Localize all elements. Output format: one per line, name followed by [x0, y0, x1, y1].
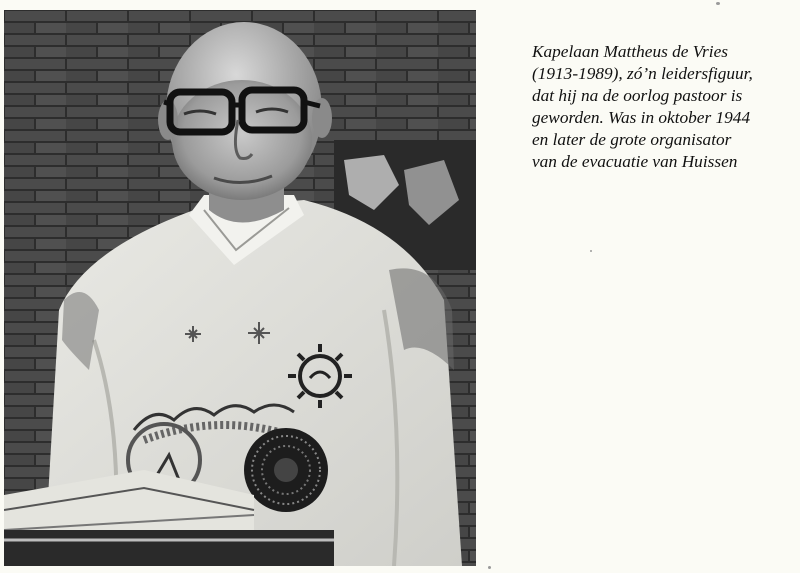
portrait-illustration [4, 10, 476, 566]
caption-line: en later de grote organisator [532, 130, 732, 149]
scan-speck [590, 250, 592, 252]
caption-line: van de evacuatie van Huissen [532, 152, 738, 171]
caption-line: Kapelaan Mattheus de Vries [532, 42, 728, 61]
caption-line: (1913-1989), zó’n leidersfiguur, [532, 64, 753, 83]
caption-line: dat hij na de oorlog pastoor is [532, 86, 743, 105]
portrait-photo [4, 10, 476, 566]
scan-speck [488, 566, 491, 569]
photo-caption [532, 41, 794, 173]
caption-line: geworden. Was in oktober 1944 [532, 108, 751, 127]
scan-speck [716, 2, 720, 5]
medallion [244, 428, 328, 512]
